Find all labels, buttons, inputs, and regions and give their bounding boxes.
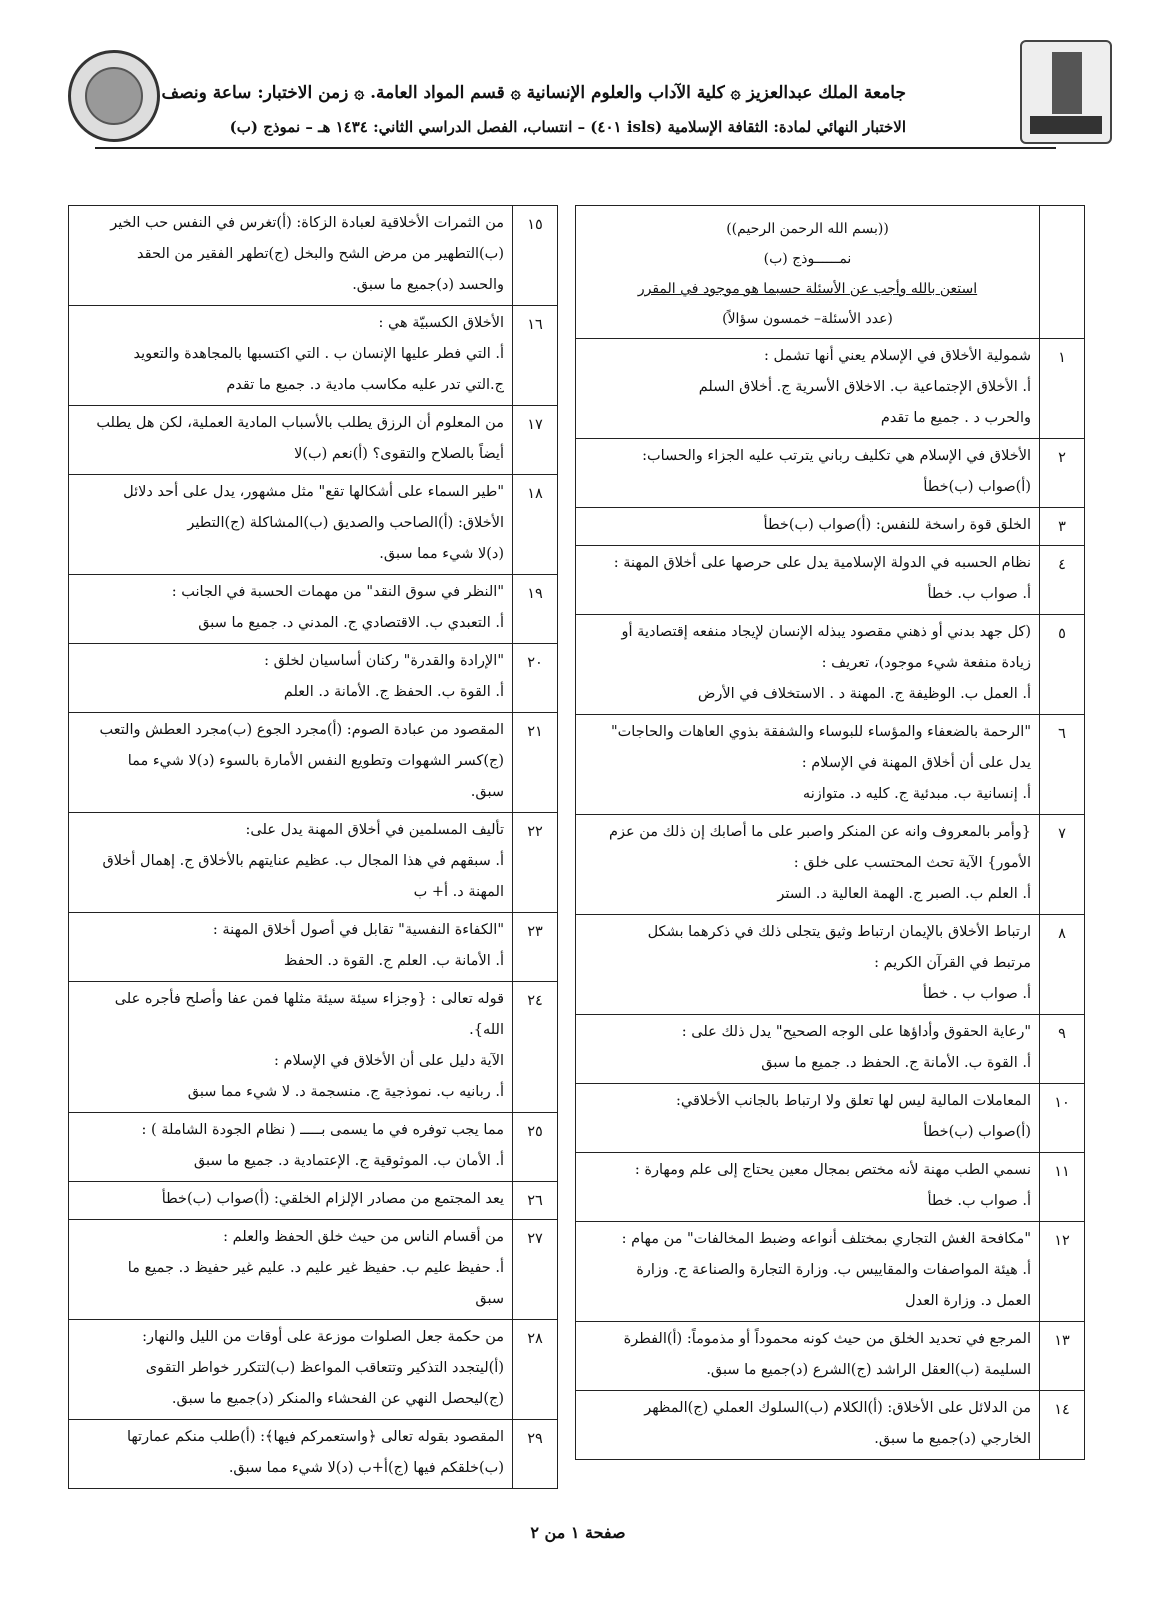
question-text (576, 1153, 1040, 1222)
question-text (69, 913, 513, 982)
question-row (69, 575, 558, 644)
question-row (576, 339, 1085, 439)
right-question-table (575, 205, 1085, 1460)
instruction: استعن بالله وأجب عن الأسئلة حسبما هو موجود في المقرر (637, 281, 978, 297)
question-line: (ب)التطهير من مرض الشح والبخل (ج)تطهر الفقير من الحقد (137, 246, 504, 262)
question-line: (كل جهد بدني أو ذهني مقصود يبذله الإنسان لإيجاد منفعه إقتصادية أو (621, 624, 1031, 640)
question-line: الخارجي (د)جميع ما سبق. (874, 1431, 1031, 1447)
question-text (69, 206, 513, 306)
question-text (69, 306, 513, 406)
question-line: "رعاية الحقوق وأداؤها على الوجه الصحيح" يدل ذلك على : (681, 1024, 1031, 1040)
question-line: المرجع في تحديد الخلق من حيث كونه محموداً أو مذموماً: (أ)الفطرة (623, 1331, 1031, 1347)
question-row (576, 1153, 1085, 1222)
question-text (69, 1220, 513, 1320)
question-text (69, 713, 513, 813)
question-row (576, 1391, 1085, 1460)
question-text (69, 1320, 513, 1420)
question-text (69, 1182, 513, 1220)
question-line: أ. الأمان ب. الموثوقية ج. الإعتمادية د. جميع ما سبق (193, 1153, 504, 1169)
question-number: ٧ (1040, 815, 1085, 915)
question-line: أ. إنسانية ب. مبدئية ج. كليه د. متوازنه (802, 786, 1031, 802)
question-text (576, 915, 1040, 1015)
question-text (576, 615, 1040, 715)
question-line: سبق (475, 1291, 504, 1307)
question-text (576, 439, 1040, 508)
question-number: ٥ (1040, 615, 1085, 715)
question-text (576, 508, 1040, 546)
question-line: أ. صواب ب. خطأ (927, 1193, 1031, 1209)
question-line: ارتباط الأخلاق بالإيمان ارتباط وثيق يتجلى ذلك في ذكرهما بشكل (647, 924, 1031, 940)
question-line: مما يجب توفره في ما يسمى بـــــ ( نظام الجودة الشاملة ) : (141, 1122, 504, 1138)
question-number: ٢١ (513, 713, 558, 813)
university-logo (1020, 40, 1112, 144)
question-count: (عدد الأسئلة– خمسون سؤالاً) (722, 311, 893, 327)
question-row (576, 615, 1085, 715)
question-line: "طير السماء على أشكالها تقع" مثل مشهور، يدل على أحد دلائل (123, 484, 504, 500)
page-footer: صفحة ١ من ٢ (530, 1523, 626, 1542)
question-text (69, 1420, 513, 1489)
question-number: ٢٨ (513, 1320, 558, 1420)
intro-block (584, 208, 1031, 334)
question-text (69, 813, 513, 913)
question-line: أ. التي فطر عليها الإنسان ب . التي اكتسبها بالمجاهدة والتعويد (133, 346, 504, 362)
question-line: والحرب د . جميع ما تقدم (880, 410, 1031, 426)
question-number: ١٥ (513, 206, 558, 306)
question-number: ١٣ (1040, 1322, 1085, 1391)
question-number: ٢ (1040, 439, 1085, 508)
question-row (69, 1320, 558, 1420)
question-line: من أقسام الناس من حيث خلق الحفظ والعلم : (223, 1229, 504, 1245)
question-line: من الدلائل على الأخلاق: (أ)الكلام (ب)السلوك العملي (ج)المظهر (644, 1400, 1031, 1416)
question-line: "مكافحة الغش التجاري بمختلف أنواعه وضبط المخالفات" من مهام : (621, 1231, 1031, 1247)
question-row (69, 813, 558, 913)
question-number: ٩ (1040, 1015, 1085, 1084)
question-row (69, 306, 558, 406)
question-line: أ. هيئة المواصفات والمقاييس ب. وزارة التجارة والصناعة ج. وزارة (636, 1262, 1031, 1278)
question-number: ١٢ (1040, 1222, 1085, 1322)
question-line: المقصود بقوله تعالى ﴿واستعمركم فيها﴾: (أ)طلب منكم عمارتها (126, 1429, 504, 1445)
question-line: أ. العمل ب. الوظيفة ج. المهنة د . الاستخلاف في الأرض (697, 686, 1031, 702)
question-text (576, 1322, 1040, 1391)
question-text (576, 339, 1040, 439)
question-number: ٨ (1040, 915, 1085, 1015)
question-line: "الإرادة والقدرة" ركنان أساسيان لخلق : (264, 653, 504, 669)
question-text (576, 715, 1040, 815)
question-text (69, 575, 513, 644)
question-row (576, 439, 1085, 508)
question-line: الخلق قوة راسخة للنفس: (أ)صواب (ب)خطأ (763, 517, 1031, 533)
question-line: ج.التي تدر عليه مكاسب مادية د. جميع ما تقدم (226, 377, 504, 393)
question-number: ٢٧ (513, 1220, 558, 1320)
question-number: ١٧ (513, 406, 558, 475)
question-line: (د)لا شيء مما سبق. (379, 546, 504, 562)
question-line: قوله تعالى : {وجزاء سيئة سيئة مثلها فمن عفا وأصلح فأجره على الله}. (114, 991, 504, 1038)
question-text (576, 546, 1040, 615)
question-line: الأخلاق في الإسلام هي تكليف رباني يترتب عليه الجزاء والحساب: (642, 448, 1031, 464)
question-row (69, 206, 558, 306)
question-number: ٣ (1040, 508, 1085, 546)
question-line: (ج)كسر الشهوات وتطويع النفس الأمارة بالسوء (د)لا شيء مما (127, 753, 504, 769)
question-row (69, 713, 558, 813)
college-seal (68, 50, 160, 142)
question-line: (أ)صواب (ب)خطأ (923, 479, 1031, 495)
question-line: والحسد (د)جميع ما سبق. (352, 277, 504, 293)
question-number: ١٦ (513, 306, 558, 406)
question-line: المعاملات المالية ليس لها تعلق ولا ارتباط بالجانب الأخلاقي: (675, 1093, 1031, 1109)
question-line: "الكفاءة النفسية" تقابل في أصول أخلاق المهنة : (212, 922, 504, 938)
question-number: ١ (1040, 339, 1085, 439)
question-row (69, 406, 558, 475)
question-line: أ. القوة ب. الأمانة ج. الحفظ د. جميع ما سبق (761, 1055, 1031, 1071)
question-row (576, 1222, 1085, 1322)
question-number: ٢٤ (513, 982, 558, 1113)
question-row (69, 1113, 558, 1182)
question-line: أ. حفيظ عليم ب. حفيظ غير عليم د. عليم غير حفيظ د. جميع ما (127, 1260, 504, 1276)
intro-row (576, 206, 1085, 339)
basmala: ((بسم الله الرحمن الرحيم)) (726, 221, 889, 237)
question-row (576, 1015, 1085, 1084)
question-number: ٢٩ (513, 1420, 558, 1489)
question-number: ٢٦ (513, 1182, 558, 1220)
question-number: ١٨ (513, 475, 558, 575)
question-line: (ب)خلقكم فيها (ج)أ+ب (د)لا شيء مما سبق. (228, 1460, 504, 1476)
question-number: ٢٥ (513, 1113, 558, 1182)
question-row (69, 475, 558, 575)
question-line: نسمي الطب مهنة لأنه مختص بمجال معين يحتاج إلى علم ومهارة : (634, 1162, 1031, 1178)
question-line: من المعلوم أن الرزق يطلب بالأسباب المادية العملية، لكن هل يطلب (96, 415, 504, 431)
question-line: السليمة (ب)العقل الراشد (ج)الشرع (د)جميع ما سبق. (706, 1362, 1031, 1378)
question-row (576, 546, 1085, 615)
question-line: من الثمرات الأخلاقية لعبادة الزكاة: (أ)تغرس في النفس حب الخير (110, 215, 504, 231)
header-line-1: جامعة الملك عبدالعزيز ۞ كلية الآداب والعلوم الإنسانية ۞ قسم المواد العامة. ۞ زمن الاختبار: ساعة ونصف (161, 83, 906, 103)
question-number: ٦ (1040, 715, 1085, 815)
question-line: المهنة د. أ+ ب (413, 884, 504, 900)
question-line: الأخلاق الكسبيّة هي : (378, 315, 504, 331)
question-row (576, 715, 1085, 815)
question-line: الأخلاق: (أ)الصاحب والصديق (ب)المشاكلة (ج)التطير (187, 515, 504, 531)
question-line: أ. الأخلاق الإجتماعية ب. الاخلاق الأسرية ج. أخلاق السلم (698, 379, 1031, 395)
question-number: ٢٢ (513, 813, 558, 913)
question-row (576, 1322, 1085, 1391)
question-line: شمولية الأخلاق في الإسلام يعني أنها تشمل : (764, 348, 1031, 364)
question-row (69, 913, 558, 982)
question-line: يعد المجتمع من مصادر الإلزام الخلقي: (أ)صواب (ب)خطأ (161, 1191, 504, 1207)
question-line: الأمور} الآية تحث المحتسب على خلق : (793, 855, 1031, 871)
question-number: ٢٣ (513, 913, 558, 982)
question-line: (أ)صواب (ب)خطأ (923, 1124, 1031, 1140)
question-text (69, 982, 513, 1113)
header-divider (95, 147, 1056, 149)
model-label: نمــــــوذج (ب) (763, 251, 852, 267)
question-line: زيادة منفعة شيء موجود)، تعريف : (821, 655, 1031, 671)
question-line: أ. التعبدي ب. الاقتصادي ج. المدني د. جميع ما سبق (198, 615, 504, 631)
question-text (69, 644, 513, 713)
question-row (69, 1420, 558, 1489)
question-row (69, 1182, 558, 1220)
question-row (576, 915, 1085, 1015)
question-number: ١١ (1040, 1153, 1085, 1222)
question-text (69, 406, 513, 475)
question-row (576, 815, 1085, 915)
question-row (576, 1084, 1085, 1153)
question-text (69, 475, 513, 575)
question-row (69, 982, 558, 1113)
question-line: {وأمر بالمعروف وانه عن المنكر واصبر على ما أصابك إن ذلك من عزم (608, 824, 1031, 840)
question-line: العمل د. وزارة العدل (905, 1293, 1031, 1309)
question-line: من حكمة جعل الصلوات موزعة على أوقات من الليل والنهار: (142, 1329, 504, 1345)
left-question-table (68, 205, 558, 1489)
question-line: أ. الأمانة ب. العلم ج. القوة د. الحفظ (283, 953, 504, 969)
question-line: (أ)ليتجدد التذكير وتتعاقب المواعظ (ب)لتتكرر خواطر التقوى (145, 1360, 504, 1376)
question-text (576, 1015, 1040, 1084)
header-line-2: الاختبار النهائي لمادة: الثقافة الإسلامية (isls ٤٠١) – انتساب، الفصل الدراسي الثاني: ١٤٣٤ هـ – نموذج (ب) (229, 118, 906, 136)
question-row (576, 508, 1085, 546)
question-line: تأليف المسلمين في أخلاق المهنة يدل على: (245, 822, 504, 838)
right-column (575, 205, 1085, 1460)
question-line: أ. ربانيه ب. نموذجية ج. منسجمة د. لا شيء مما سبق (187, 1084, 504, 1100)
question-row (69, 644, 558, 713)
question-text (69, 1113, 513, 1182)
question-number: ١٠ (1040, 1084, 1085, 1153)
question-line: مرتبط في القرآن الكريم : (874, 955, 1031, 971)
question-line: أ. القوة ب. الحفظ ج. الأمانة د. العلم (283, 684, 504, 700)
question-line: نظام الحسبه في الدولة الإسلامية يدل على حرصها على أخلاق المهنة : (613, 555, 1031, 571)
question-line: المقصود من عبادة الصوم: (أ)مجرد الجوع (ب)مجرد العطش والتعب (99, 722, 504, 738)
question-line: أ. سبقهم في هذا المجال ب. عظيم عنايتهم بالأخلاق ج. إهمال أخلاق (102, 853, 504, 869)
question-text (576, 1084, 1040, 1153)
question-text (576, 1391, 1040, 1460)
question-line: يدل على أن أخلاق المهنة في الإسلام : (801, 755, 1031, 771)
question-line: الآية دليل على أن الأخلاق في الإسلام : (274, 1053, 504, 1069)
question-line: أ. صواب ب. خطأ (927, 586, 1031, 602)
question-number: ١٤ (1040, 1391, 1085, 1460)
question-number: ٢٠ (513, 644, 558, 713)
question-row (69, 1220, 558, 1320)
question-line: (ج)ليحصل النهي عن الفحشاء والمنكر (د)جميع ما سبق. (171, 1391, 504, 1407)
question-line: أيضاً بالصلاح والتقوى؟ (أ)نعم (ب)لا (294, 446, 504, 462)
question-number: ١٩ (513, 575, 558, 644)
question-line: سبق. (470, 784, 504, 800)
question-line: "النظر في سوق النقد" من مهمات الحسبة في الجانب : (171, 584, 504, 600)
question-line: "الرحمة بالضعفاء والمؤساء للبوساء والشفقة بذوي العاهات والحاجات" (610, 724, 1031, 740)
right-questions (576, 339, 1085, 1460)
question-text (576, 1222, 1040, 1322)
left-column (68, 205, 558, 1489)
question-text (576, 815, 1040, 915)
question-number: ٤ (1040, 546, 1085, 615)
question-line: أ. العلم ب. الصبر ج. الهمة العالية د. الستر (777, 886, 1031, 902)
left-questions (69, 206, 558, 1489)
question-line: أ. صواب ب . خطأ (922, 986, 1031, 1002)
